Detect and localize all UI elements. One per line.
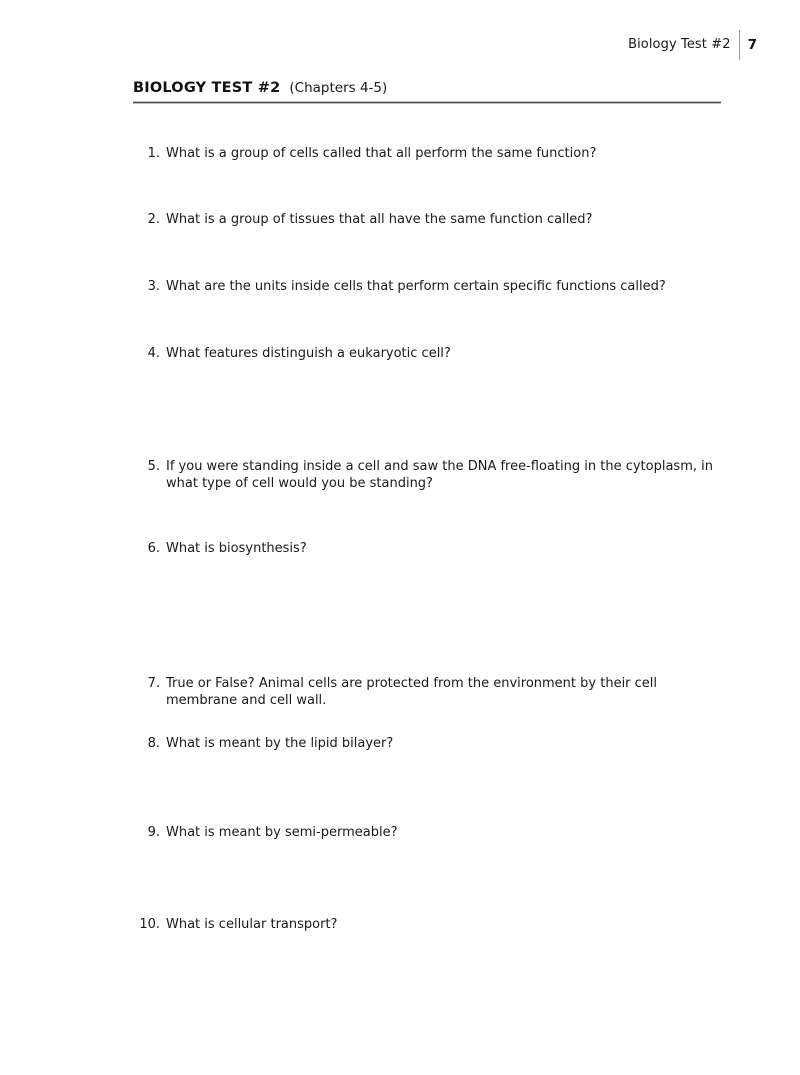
question-number: 10. — [139, 917, 160, 932]
section-heading — [133, 80, 721, 104]
question-number: 8. — [147, 736, 160, 751]
question-number: 3. — [147, 279, 160, 294]
question-text: What is a group of tissues that all have the same function called? — [166, 212, 593, 227]
question-item — [133, 824, 722, 841]
test-subtitle: (Chapters 4-5) — [289, 80, 388, 96]
question-number: 1. — [147, 146, 160, 161]
question-item — [133, 540, 722, 557]
question-item — [133, 278, 722, 295]
question-text: What is meant by the lipid bilayer? — [166, 736, 394, 751]
test-title: BIOLOGY TEST #2 — [133, 80, 281, 96]
question-text: What are the units inside cells that perform certain specific functions called? — [166, 279, 666, 294]
question-text: What is meant by semi-permeable? — [166, 825, 398, 840]
question-text: What is cellular transport? — [166, 917, 338, 932]
question-number: 2. — [147, 212, 160, 227]
question-number: 9. — [147, 825, 160, 840]
question-text: What is biosynthesis? — [166, 541, 307, 556]
question-item — [133, 345, 722, 362]
question-number: 4. — [147, 346, 160, 361]
header-divider — [739, 30, 740, 60]
question-text: If you were standing inside a cell and saw the DNA free-floating in the cytoplasm, in what type of cell would you be standing? — [166, 459, 713, 491]
question-text: What features distinguish a eukaryotic cell? — [166, 346, 451, 361]
running-header — [628, 30, 757, 60]
question-item — [133, 675, 722, 709]
question-number: 5. — [147, 459, 160, 474]
question-item — [133, 145, 722, 162]
question-item — [133, 916, 722, 933]
question-list — [133, 145, 722, 933]
question-item — [133, 458, 722, 492]
question-text: True or False? Animal cells are protected from the environment by their cell membrane and cell wall. — [166, 676, 658, 708]
question-text: What is a group of cells called that all perform the same function? — [166, 146, 597, 161]
question-item — [133, 735, 722, 752]
page-number: 7 — [747, 37, 757, 53]
heading-rule — [133, 101, 721, 104]
question-number: 6. — [147, 541, 160, 556]
running-header-title: Biology Test #2 — [628, 37, 731, 52]
question-item — [133, 211, 722, 228]
question-number: 7. — [147, 676, 160, 691]
